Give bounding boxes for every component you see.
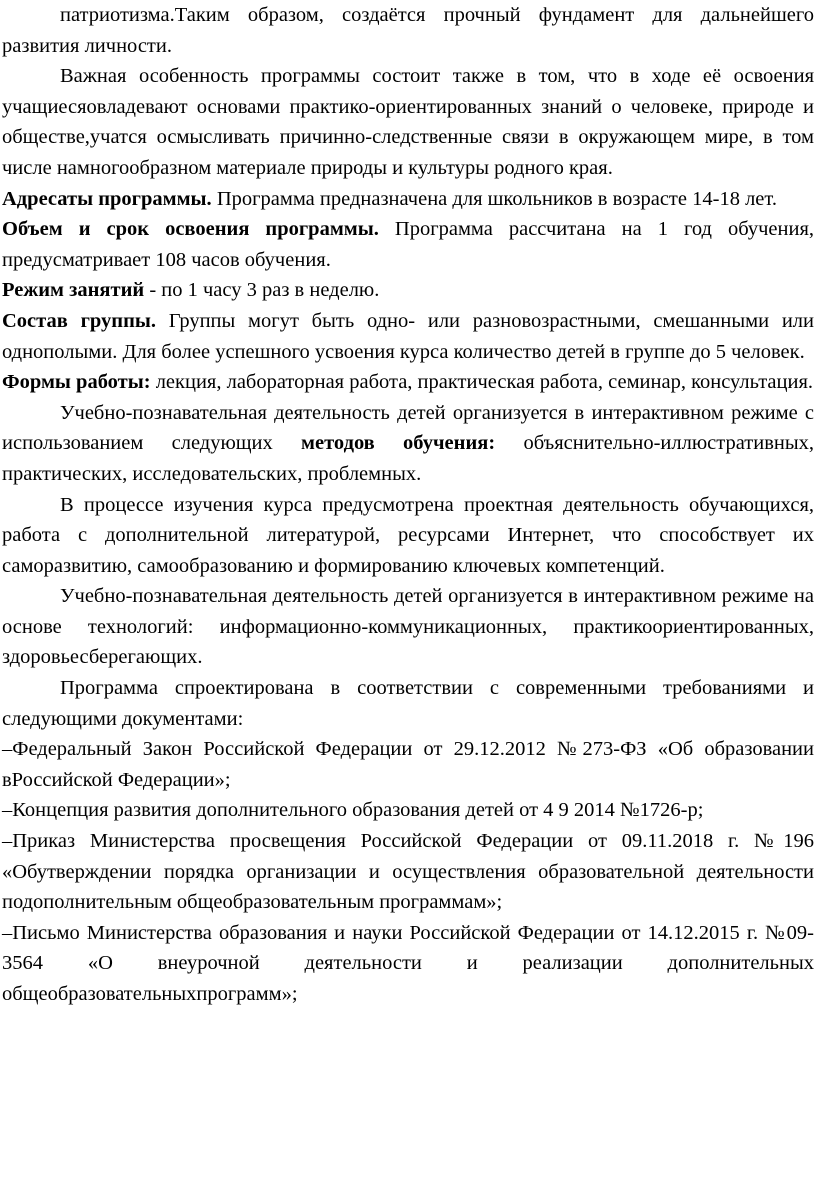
- text-group-composition: Группы могут быть одно- или разновозрастными, смешанными или однополыми. Для более успешного усвоения курса количество детей в группе до 5 человек.: [2, 309, 814, 363]
- text-schedule: - по 1 часу 3 раз в неделю.: [144, 279, 380, 302]
- text-program-audience: Программа предназначена для школьников в возрасте 14-18 лет.: [211, 187, 777, 210]
- text-program-duration: Программа рассчитана на 1 год обучения, предусматривает 108 часов обучения.: [2, 218, 814, 271]
- paragraph-intro-continuation: патриотизма.Таким образом, создаётся прочный фундамент для дальнейшего развития личности.: [2, 4, 814, 57]
- label-work-forms: Формы работы:: [2, 371, 151, 394]
- label-group-composition: Состав группы.: [2, 309, 157, 332]
- paragraph-project-activity: В процессе изучения курса предусмотрена проектная деятельность обучающихся, работа с дополнительной литературой, ресурсами Интернет, что способствует их саморазвитию, самообразованию и формированию ключевых компетенций.: [2, 493, 814, 577]
- text-teaching-methods-b: объяснительно-иллюстративных, практических, исследовательских, проблемных.: [2, 432, 814, 485]
- paragraph-teaching-methods: [2, 398, 814, 490]
- label-teaching-methods: методов обучения:: [301, 432, 496, 455]
- list-item-federal-law: –Федеральный Закон Российской Федерации от 29.12.2012 №273-ФЗ «Об образовании вРоссийской Федерации»;: [2, 738, 814, 791]
- text-work-forms: лекция, лабораторная работа, практическая работа, семинар, консультация.: [150, 371, 814, 394]
- list-item-letter: –Письмо Министерства образования и науки Российской Федерации от 14.12.2015 г. №09-3564 «О внеурочной деятельности и реализации дополнительных общеобразовательныхпрограмм»;: [2, 921, 814, 1005]
- paragraph-schedule: [2, 275, 814, 306]
- label-program-audience: Адресаты программы.: [2, 187, 212, 210]
- list-item-concept: –Концепция развития дополнительного образования детей от 4 9 2014 №1726-р;: [2, 799, 704, 822]
- label-program-duration: Объем и срок освоения программы.: [2, 218, 379, 241]
- list-item-order: –Приказ Министерства просвещения Российской Федерации от 09.11.2018 г. №196 «Обутверждении порядка организации и осуществления образовательной деятельности подополнительным общеобразовательным программам»;: [2, 830, 814, 914]
- text-teaching-methods-a: Учебно-познавательная деятельность детей организуется в интерактивном режиме с использованием следующих: [2, 401, 814, 455]
- label-schedule: Режим занятий: [2, 279, 145, 302]
- paragraph-program-feature: Важная особенность программы состоит также в том, что в ходе её освоения учащиесяовладевают основами практико-ориентированных знаний о человеке, природе и обществе,учатся осмысливать причинно-следственные связи в окружающем мире, в том числе намногообразном материале природы и культуры родного края.: [2, 65, 814, 179]
- paragraph-program-audience: [2, 184, 814, 215]
- paragraph-group-composition: [2, 306, 814, 367]
- paragraph-technologies: Учебно-познавательная деятельность детей организуется в интерактивном режиме на основе технологий: информационно-коммуникационных, практикоориентированных, здоровьесберегающих.: [2, 585, 814, 669]
- paragraph-documents-intro: Программа спроектирована в соответствии с современными требованиями и следующими документами:: [2, 677, 814, 730]
- paragraph-program-duration: [2, 214, 814, 275]
- paragraph-work-forms: [2, 367, 814, 398]
